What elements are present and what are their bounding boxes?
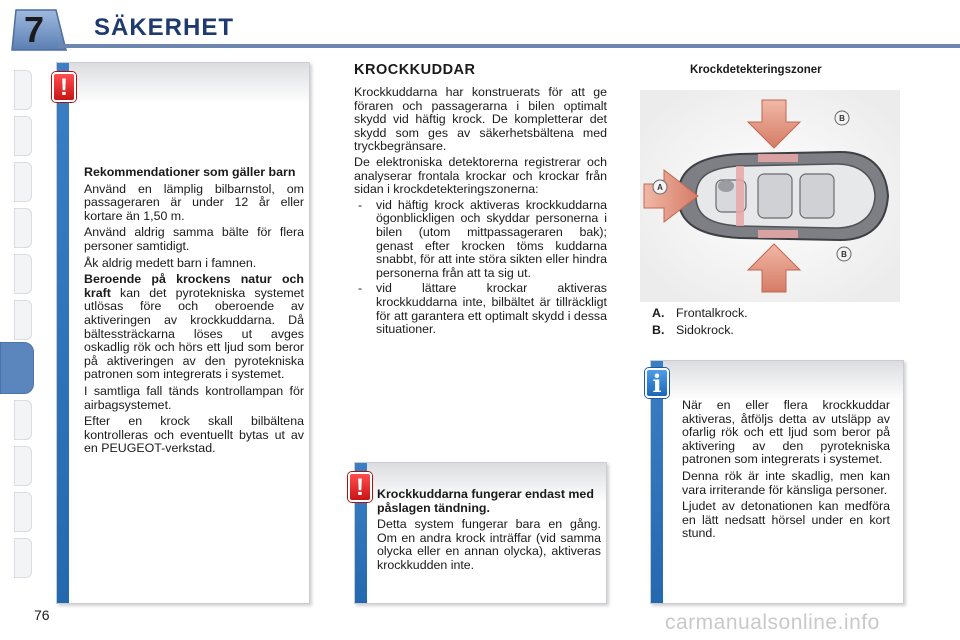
crash-zone-diagram [640,90,900,302]
chapter-number: 7 [24,9,45,50]
paragraph: Åk aldrig medett barn i famnen. [84,255,257,270]
chapter-tab[interactable] [14,254,32,294]
chapter-tab[interactable] [14,116,32,156]
paragraph: Krockkuddarna har konstruerats för att ge föraren och passagerarna i bilen optimalt skydd vid häftig krock. De kompletterar det skydd som ges av säkerhetsbältena med tryckbegränsare. [354,85,607,154]
child-safety-heading: Rekommendationer som gäller barn [84,165,296,179]
paragraph: När en eller flera krockkuddar aktiveras, åtföljs detta av utsläpp av ofarlig rök och ett ljud som beror på aktivering av den pyrotekniska patronen som integrerats i systemet. [682,398,890,467]
child-safety-text [84,166,304,459]
chapter-tab[interactable] [14,162,32,202]
paragraph: De elektroniska detektorerna registrerar och analyserar frontala krockar och krockar från sidan i krockdetekteringszonerna: [354,154,607,197]
bold-lead: Beroende på krockens natur och kraft [84,272,304,300]
page-number: 76 [34,607,50,623]
info-icon: i [645,368,669,398]
legend-item [652,322,748,339]
chapter-tab[interactable] [14,400,32,440]
legend-key: A. [652,306,665,320]
chapter-tab[interactable] [14,492,32,532]
bullet-list [354,199,607,337]
panel-accent [57,63,69,603]
paragraph: Använd en lämplig bilbarnstol, om passageraren är under 12 år eller kortare än 1,50 m. [84,181,304,223]
page-header [0,0,960,54]
paragraph: Detta system fungerar bara en gång. Om en andra krock inträffar (vid samma olycka eller en annan olycka), aktiveras krockkudden inte. [377,517,601,572]
warning-icon: ! [52,72,76,102]
paragraph: Efter en krock skall bilbältena kontrolleras och eventuellt bytas ut av en PEUGEOT-verkstad. [84,414,304,456]
zone-legend [652,305,748,339]
article-body [354,86,607,339]
bullet-dash: - [358,197,363,212]
zone-label-a: A [657,183,663,192]
car-top-view [678,152,888,240]
chapter-tab[interactable] [14,446,32,486]
paragraph: Denna rök är inte skadlig, men kan vara irriterande för känsliga personer. [682,468,890,497]
header-rule [58,44,960,48]
list-item [354,199,607,281]
list-item [354,282,607,336]
article-title: KROCKKUDDAR [354,62,476,78]
list-item-text: vid lättare krockar aktiveras krockkuddarna inte, bilbältet är tillräckligt för att garantera ett optimalt skydd i dessa situationer. [376,281,607,337]
ignition-warning-text [377,488,601,576]
panel-shade [663,361,903,401]
legend-label: Frontalkrock. [676,306,748,320]
warning-icon: ! [348,472,372,502]
legend-key: B. [652,323,665,337]
panel-shade [69,63,309,103]
zones-title: Krockdetekteringszoner [690,64,822,76]
paragraph: Använd aldrig samma bälte för flera personer samtidigt. [84,225,304,253]
paragraph: Ljudet av detonationen kan medföra en lätt nedsatt hörsel under en kort stund. [682,499,890,541]
warning-heading: Krockkuddarna fungerar endast med påslagen tändning. [377,487,594,515]
list-item-text: vid häftig krock aktiveras krockkuddarna ögonblickligen och skyddar personerna i bilen (utom mittpassageraren bak); genast efter krocken töms kuddarna snabbt, för att inte störa sikten eller hindra personerna från att ta sig ut. [376,197,607,280]
chapter-tab[interactable] [14,538,32,578]
watermark[interactable]: carmanualsonline.info [665,611,880,634]
paragraph-rest: kan det pyrotekniska systemet utlösas före och oberoende av aktiveringen av krockkuddarna. Då bältessträckarna löses ut avges oskadlig rök och hörs ett ljud som beror på aktiveringen av den pyrotekniska patronen som integrerats i systemet. [84,285,304,382]
bullet-dash: - [358,281,363,296]
frontal-zone-marker [736,166,744,226]
chapter-tab[interactable] [14,70,32,110]
paragraph [84,273,304,382]
chapter-tab[interactable] [14,208,32,248]
zone-label-b-bottom: B [841,250,847,259]
legend-label: Sidokrock. [676,323,734,337]
side-zone-marker [758,154,798,162]
chapter-tabs [0,60,36,580]
paragraph: I samtliga fall tänds kontrollampan för airbagsystemet. [84,383,304,412]
section-title: SÄKERHET [94,14,235,41]
chapter-tab[interactable] [14,300,32,340]
info-text [682,399,890,544]
legend-item [652,305,748,322]
side-zone-marker [758,230,798,238]
zone-label-b-top: B [839,114,845,123]
chapter-tab-active[interactable] [0,342,34,394]
